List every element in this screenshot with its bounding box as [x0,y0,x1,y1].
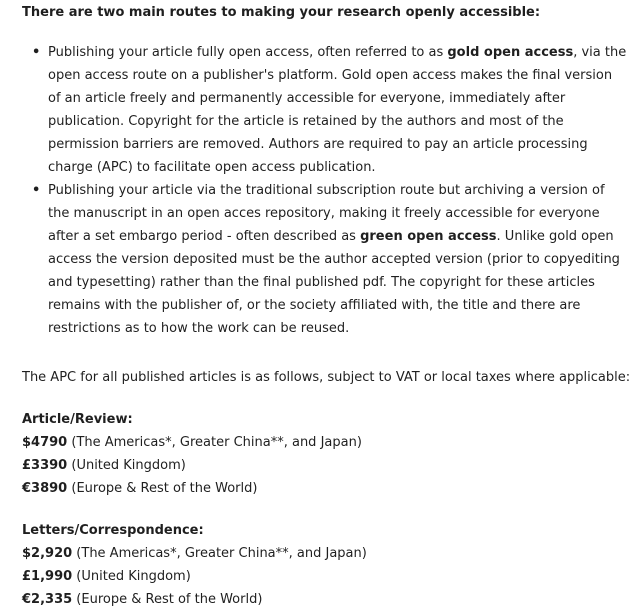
paragraph-line [48,87,566,110]
paragraph-line [48,133,588,156]
price-amount: £1,990 [22,569,73,584]
emphasis-term: green open access [360,229,497,244]
paragraph-line [48,64,613,87]
text-run: publication. Copyright for the article is retained by the authors and most of the [48,114,564,129]
price-row [22,477,362,500]
price-row [22,454,362,477]
paragraph-line [48,179,605,202]
bullet-icon: • [32,45,41,60]
text-run: , via the [573,45,627,60]
text-run: Publishing your article fully open access, often referred to as [48,45,448,60]
paragraph-line [48,317,562,340]
route-gold-text [48,41,627,179]
price-row [22,565,367,588]
paragraph-line [48,202,600,225]
price-block-letters [22,519,367,611]
emphasis-term: gold open access [447,45,574,60]
text-run: access the version deposited must be the author accepted version (prior to copyediting [48,252,620,267]
price-region: (Europe & Rest of the World) [67,481,258,496]
price-row [22,431,362,454]
route-gold [22,41,627,179]
text-run: after a set embargo period - often described as [48,229,361,244]
price-amount: €2,335 [22,592,73,607]
text-run: open access route on a publisher's platform. Gold open access makes the final version [48,68,613,83]
block-title: Letters/Correspondence: [22,523,204,538]
route-green [22,179,620,340]
text-run: charge (APC) to facilitate open access publication. [48,160,376,175]
text-run: restrictions as to how the work can be reused. [48,321,350,336]
text-run: of an article freely and permanently accessible for everyone, immediately after [48,91,566,106]
paragraph-line [48,225,614,248]
paragraph-line [48,271,595,294]
paragraph-line [48,110,562,133]
paragraph-line [48,41,627,64]
price-amount: $4790 [22,435,68,450]
apc-intro: The APC for all published articles is as follows, subject to VAT or local taxes where applicable: [22,370,630,385]
price-amount: £3390 [22,458,68,473]
price-row [22,588,367,611]
text-run: the manuscript in an open acces repository, making it freely accessible for everyone [48,206,600,221]
price-region: (Europe & Rest of the World) [72,592,263,607]
text-run: Publishing your article via the traditional subscription route but archiving a version of [48,183,605,198]
price-region: (United Kingdom) [72,569,191,584]
price-region: (The Americas*, Greater China**, and Japan) [72,546,367,561]
routes-list [22,41,627,340]
paragraph-line [48,294,581,317]
block-title: Article/Review: [22,412,133,427]
price-amount: $2,920 [22,546,73,561]
text-run: and typesetting) rather than the final published pdf. The copyright for these articles [48,275,595,290]
text-run: permission barriers are removed. Authors are required to pay an article processing [48,137,588,152]
price-block-article-review [22,408,362,500]
price-amount: €3890 [22,481,68,496]
text-run: remains with the publisher of, or the society affiliated with, the title and there are [48,298,581,313]
text-run: . Unlike gold open [496,229,614,244]
price-row [22,542,367,565]
paragraph-line [48,156,562,179]
route-green-text [48,179,620,340]
paragraph-line [48,248,620,271]
price-region: (The Americas*, Greater China**, and Japan) [67,435,362,450]
section-heading: There are two main routes to making your research openly accessible: [22,5,541,20]
bullet-icon: • [32,183,41,198]
price-region: (United Kingdom) [67,458,186,473]
